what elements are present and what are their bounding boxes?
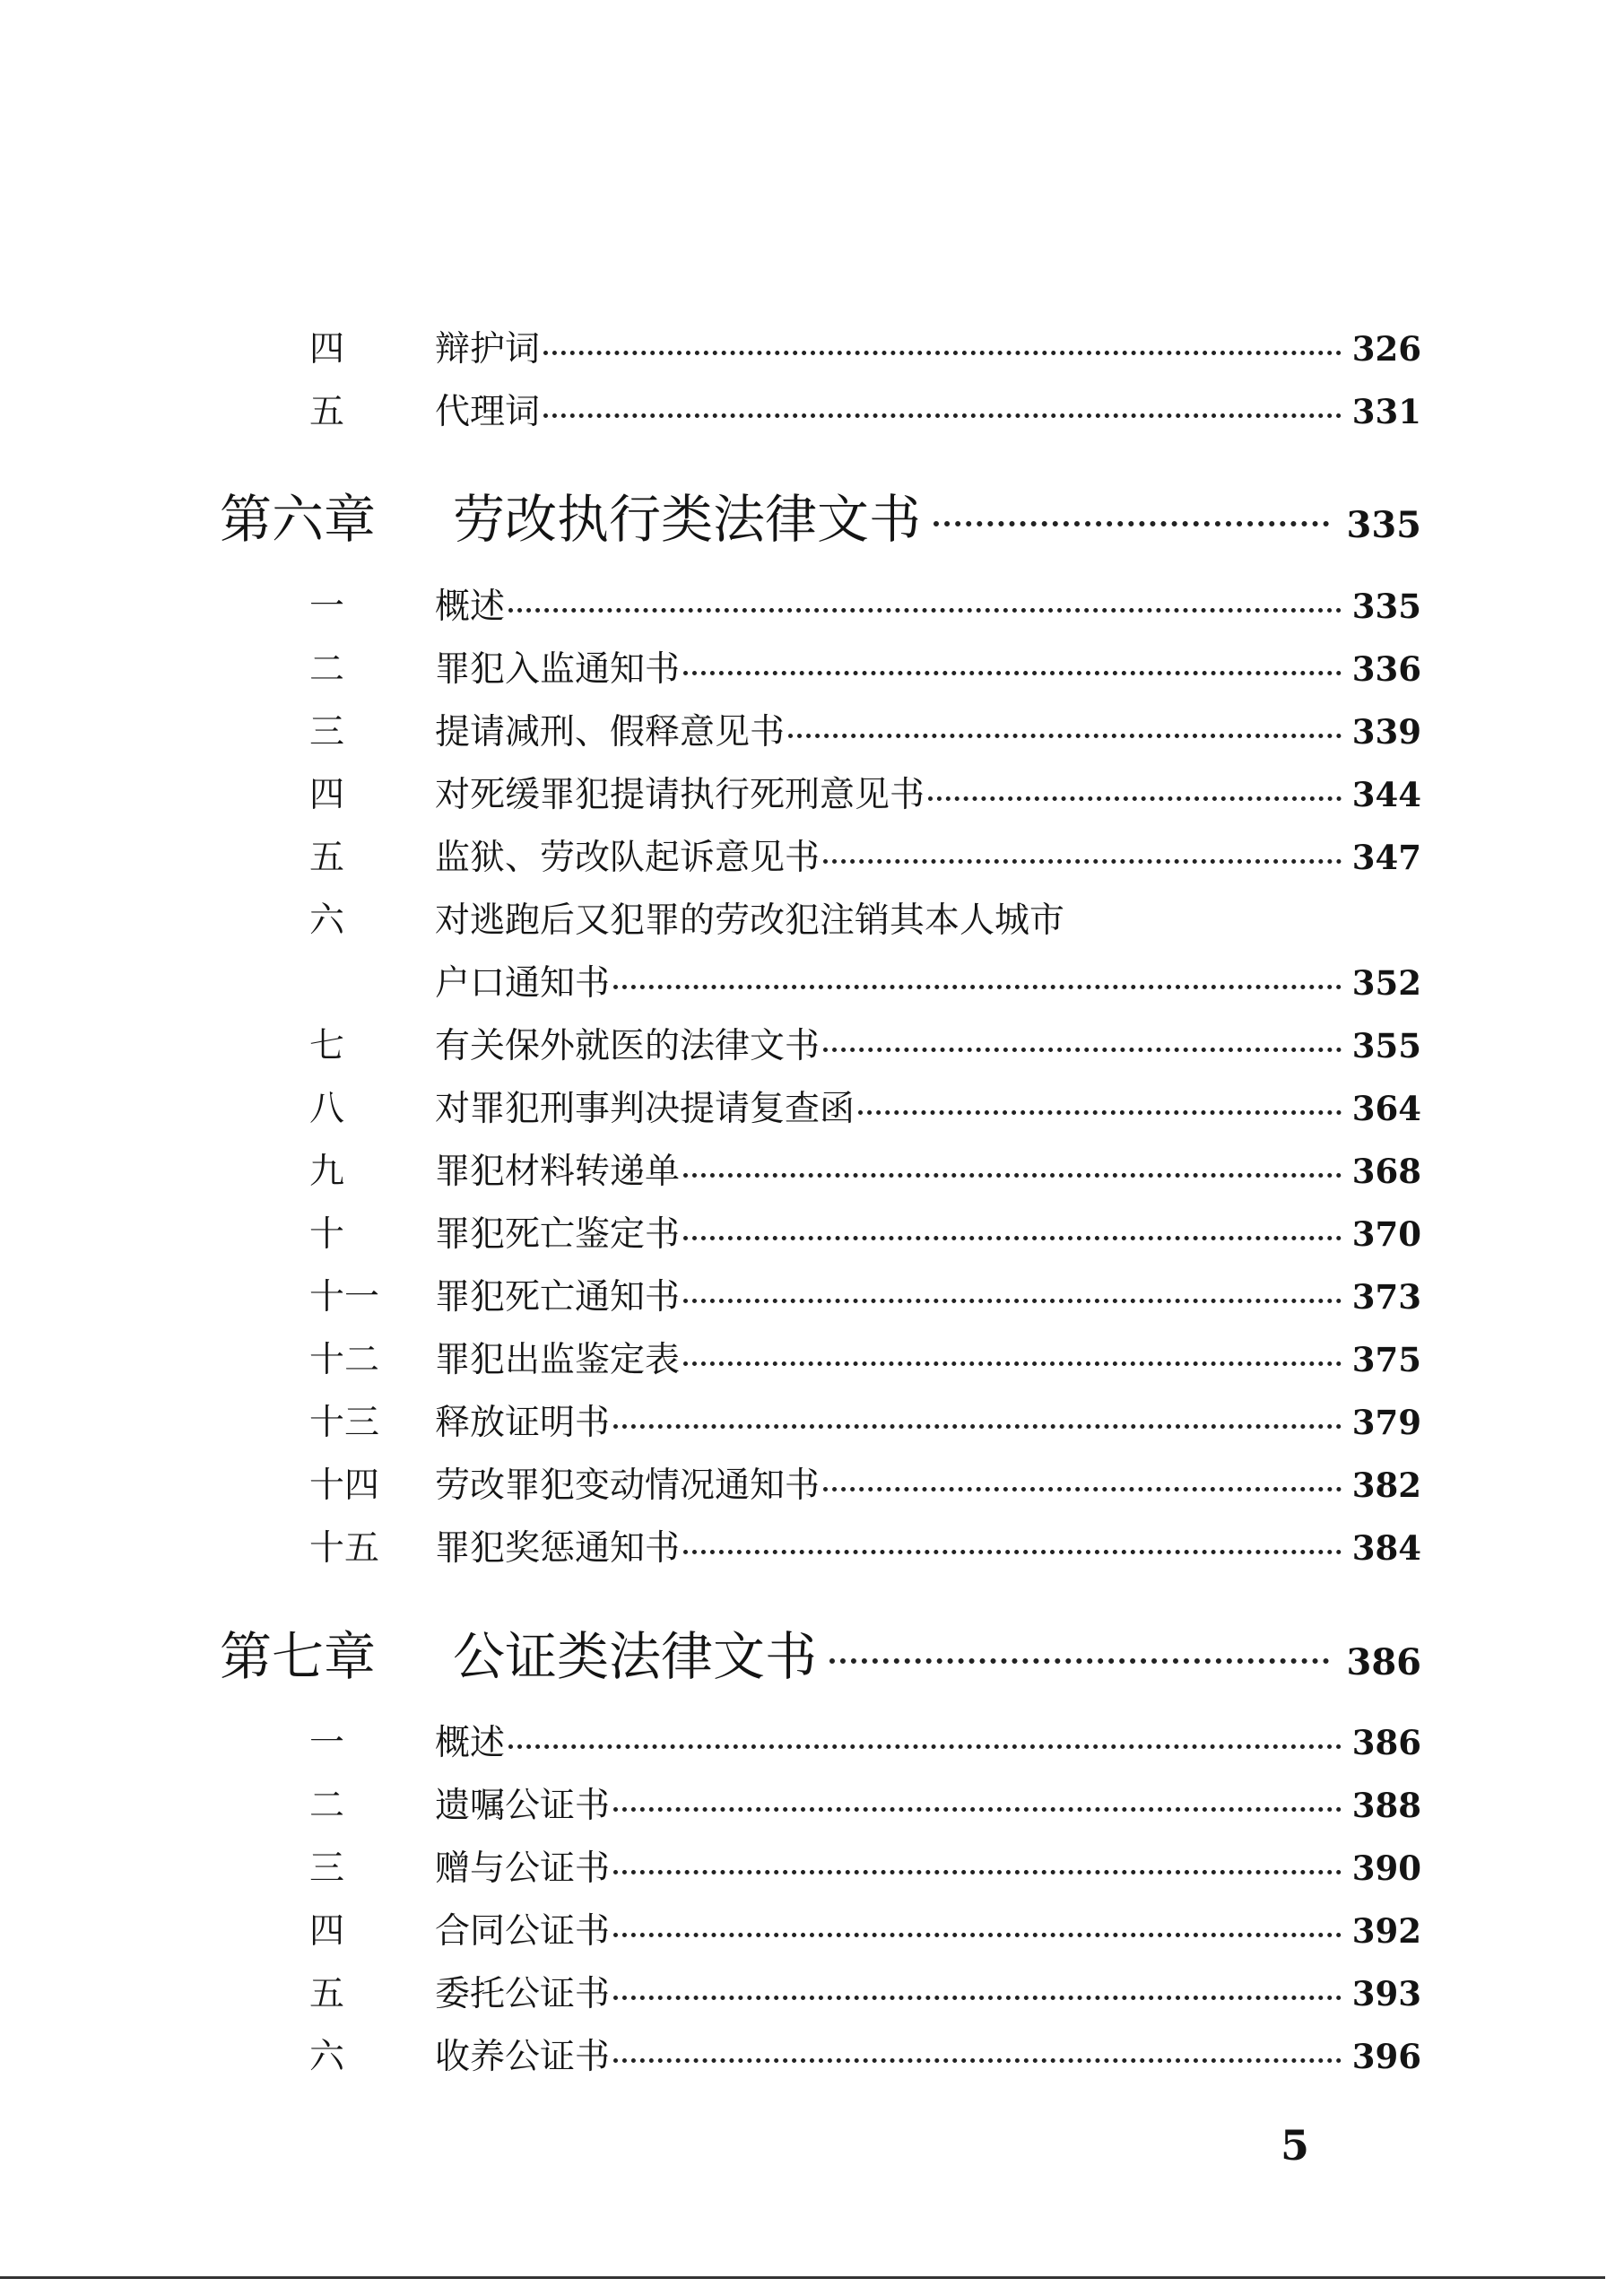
entry-number: 十二 [309,1340,380,1380]
entry-page: 368 [1351,1152,1421,1191]
toc-entry[interactable] [309,321,1421,375]
dot-leader [928,796,1342,801]
toc-entry[interactable] [309,1840,1421,1894]
entry-title: 遗嘱公证书 [435,1786,611,1826]
toc-entry[interactable] [309,1778,1421,1831]
entry-page: 388 [1351,1786,1421,1825]
dot-leader [613,1870,1342,1874]
dot-leader [613,2058,1342,2063]
toc-entry[interactable] [309,1018,1421,1072]
dot-leader [543,351,1342,355]
entry-title: 罪犯奖惩通知书 [435,1528,681,1569]
entry-title: 罪犯出监鉴定表 [435,1340,681,1380]
entry-page: 331 [1351,392,1421,431]
entry-page: 382 [1351,1465,1421,1505]
toc-entry-continuation[interactable] [435,955,1421,1009]
chapter-heading-7[interactable] [220,1614,1421,1695]
entry-title: 有关保外就医的法律文书 [435,1026,821,1066]
dot-leader [683,1236,1342,1240]
entry-title: 辩护词 [435,329,541,370]
entry-title-line1: 对逃跑后又犯罪的劳改犯注销其本人城市 [435,900,1065,941]
toc-entry[interactable] [309,1332,1421,1386]
chapter-title: 劳改执行类法律文书 [453,489,922,550]
chapter-title: 公证类法律文书 [453,1626,818,1687]
entry-number: 三 [309,1848,345,1889]
dot-leader [613,1996,1342,2000]
entry-page: 326 [1351,329,1421,369]
toc-entry[interactable] [309,1206,1421,1260]
toc-entry[interactable] [309,1269,1421,1323]
dot-leader [823,1487,1342,1492]
entry-title: 释放证明书 [435,1403,611,1443]
entry-title: 对死缓罪犯提请执行死刑意见书 [435,775,925,815]
chapter-page: 335 [1346,504,1421,546]
entry-title: 劳改罪犯变动情况通知书 [435,1465,821,1506]
entry-page: 336 [1351,649,1421,689]
entry-number: 十四 [309,1465,380,1506]
bottom-rule [0,2276,1605,2279]
entry-number: 三 [309,712,345,752]
dot-leader [613,1933,1342,1937]
toc-entry[interactable] [309,1715,1421,1769]
entry-number: 六 [309,2037,345,2077]
toc-entry[interactable] [309,384,1421,438]
toc-entry[interactable] [309,767,1421,821]
entry-number: 五 [309,392,345,432]
entry-number: 十五 [309,1528,380,1569]
entry-title: 代理词 [435,392,541,432]
dot-leader [683,1361,1342,1366]
entry-page: 370 [1351,1214,1421,1254]
entry-title: 罪犯死亡通知书 [435,1277,681,1318]
entry-number: 八 [309,1089,345,1129]
entry-page: 364 [1351,1089,1421,1128]
toc-entry[interactable] [309,1966,1421,2020]
chapter-heading-6[interactable] [220,477,1421,558]
entry-title: 合同公证书 [435,1911,611,1952]
entry-page: 344 [1351,775,1421,814]
toc-entry[interactable] [309,892,1421,946]
entry-title: 罪犯材料转递单 [435,1152,681,1192]
toc-entry[interactable] [309,704,1421,758]
entry-page: 373 [1351,1277,1421,1317]
entry-page: 355 [1351,1026,1421,1065]
entry-number: 十三 [309,1403,380,1443]
toc-entry[interactable] [309,641,1421,695]
dot-leader [683,1173,1342,1178]
toc-entry[interactable] [309,1520,1421,1574]
dot-leader [823,859,1342,864]
entry-number: 二 [309,1786,345,1826]
entry-page: 347 [1351,838,1421,877]
entry-number: 二 [309,649,345,690]
entry-title: 监狱、劳改队起诉意见书 [435,838,821,878]
entry-number: 一 [309,587,345,627]
dot-leader [508,608,1342,613]
toc-entry[interactable] [309,578,1421,632]
entry-page: 384 [1351,1528,1421,1568]
entry-number: 四 [309,775,345,815]
toc-entry[interactable] [309,1144,1421,1197]
entry-page: 379 [1351,1403,1421,1442]
toc-entry[interactable] [309,2029,1421,2083]
entry-title: 委托公证书 [435,1974,611,2014]
dot-leader [683,1299,1342,1303]
toc-entry[interactable] [309,1457,1421,1511]
chapter-label: 第七章 [220,1626,377,1687]
dot-leader [683,1550,1342,1554]
page-number: 5 [1281,2121,1310,2170]
entry-number: 六 [309,900,345,941]
entry-title-line2: 户口通知书 [435,963,611,1004]
entry-page: 375 [1351,1340,1421,1379]
entry-page: 386 [1351,1723,1421,1762]
dot-leader [613,1807,1342,1812]
entry-number: 十 [309,1214,345,1255]
entry-number: 四 [309,329,345,370]
entry-title: 提请减刑、假释意见书 [435,712,786,752]
entry-page: 393 [1351,1974,1421,2013]
entry-number: 七 [309,1026,345,1066]
entry-page: 339 [1351,712,1421,752]
entry-number: 十一 [309,1277,380,1318]
toc-entry[interactable] [309,830,1421,883]
dot-leader [613,985,1342,989]
dot-leader [934,521,1328,526]
entry-number: 五 [309,1974,345,2014]
entry-page: 352 [1351,963,1421,1003]
entry-number: 九 [309,1152,345,1192]
dot-leader [683,671,1342,675]
entry-number: 五 [309,838,345,878]
entry-title: 罪犯入监通知书 [435,649,681,690]
dot-leader [508,1744,1342,1749]
entry-number: 一 [309,1723,345,1763]
entry-title: 罪犯死亡鉴定书 [435,1214,681,1255]
chapter-page: 386 [1346,1641,1421,1683]
toc-entry[interactable] [309,1395,1421,1448]
toc-entry[interactable] [309,1081,1421,1135]
toc-entry[interactable] [309,1903,1421,1957]
entry-page: 390 [1351,1848,1421,1888]
entry-title: 对罪犯刑事判决提请复查函 [435,1089,855,1129]
dot-leader [613,1424,1342,1429]
dot-leader [788,734,1342,738]
entry-title: 收养公证书 [435,2037,611,2077]
dot-leader [858,1110,1342,1115]
entry-page: 392 [1351,1911,1421,1951]
entry-page: 396 [1351,2037,1421,2076]
entry-page: 335 [1351,587,1421,626]
dot-leader [823,1048,1342,1052]
chapter-label: 第六章 [220,489,377,550]
entry-number: 四 [309,1911,345,1952]
dot-leader [543,413,1342,418]
entry-title: 概述 [435,587,506,627]
dot-leader [829,1658,1328,1664]
entry-title: 概述 [435,1723,506,1763]
entry-title: 赠与公证书 [435,1848,611,1889]
